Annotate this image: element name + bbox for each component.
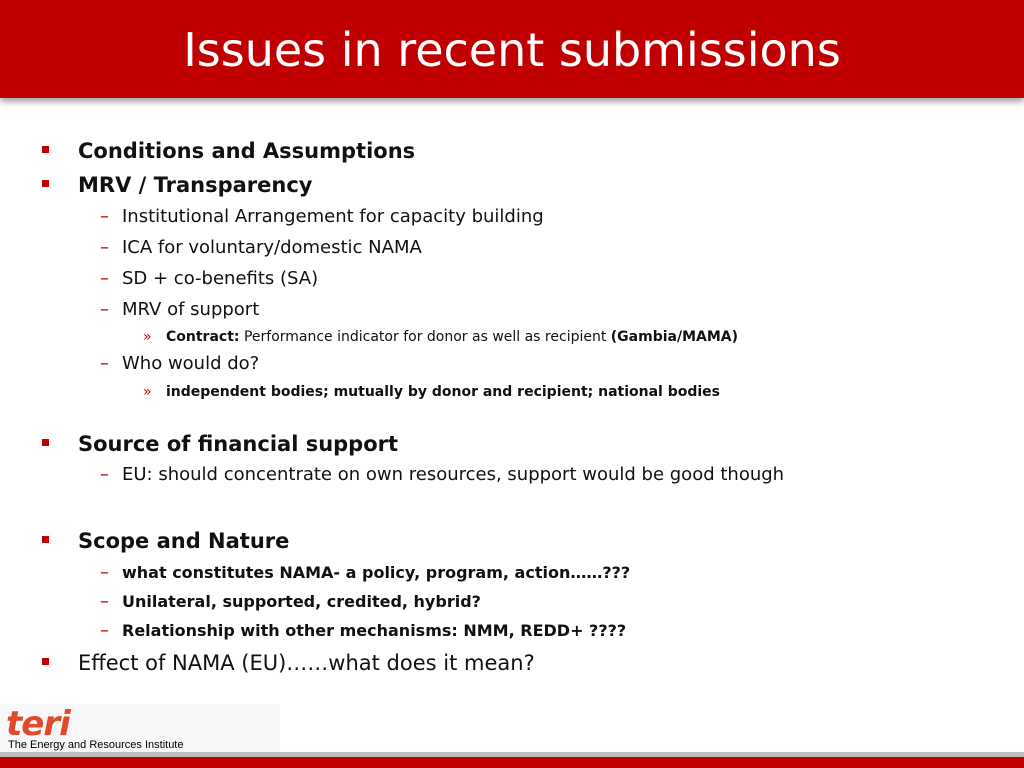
dash-bullet-icon: – (100, 299, 109, 320)
contract-text: Performance indicator for donor as well as recipient (239, 329, 611, 345)
square-bullet-icon (42, 536, 49, 543)
raquo-bullet-icon: » (143, 384, 152, 400)
subsub-contract (166, 328, 738, 346)
bullet-effect: Effect of NAMA (EU)……what does it mean? (78, 651, 535, 675)
sub-mrv-support: MRV of support (122, 299, 260, 320)
bullet-financial: Source of financial support (78, 432, 399, 456)
subsub-bodies: independent bodies; mutually by donor and recipient; national bodies (166, 384, 721, 400)
sub-eu: EU: should concentrate on own resources, support would be good though (122, 464, 785, 485)
dash-bullet-icon: – (100, 237, 109, 258)
dash-bullet-icon: – (100, 206, 109, 227)
contract-tail: (Gambia/MAMA) (610, 329, 739, 345)
dash-bullet-icon: – (100, 464, 109, 485)
square-bullet-icon (42, 658, 49, 665)
sub-what-constitutes: what constitutes NAMA- a policy, program, action……??? (122, 563, 631, 582)
sub-who: Who would do? (122, 353, 260, 374)
sub-relationship: Relationship with other mechanisms: NMM, REDD+ ???? (122, 621, 627, 640)
square-bullet-icon (42, 439, 49, 446)
bullet-mrv: MRV / Transparency (78, 173, 313, 197)
dash-bullet-icon: – (100, 562, 109, 583)
contract-label: Contract: (166, 329, 240, 345)
teri-logo (0, 704, 280, 752)
footer-bar (0, 757, 1024, 768)
sub-unilateral: Unilateral, supported, credited, hybrid? (122, 592, 481, 611)
square-bullet-icon (42, 146, 49, 153)
dash-bullet-icon: – (100, 268, 109, 289)
bullet-conditions: Conditions and Assumptions (78, 139, 416, 163)
dash-bullet-icon: – (100, 353, 109, 374)
sub-sd: SD + co-benefits (SA) (122, 268, 319, 289)
logo-wordmark: teri (6, 704, 70, 744)
slide-title: Issues in recent submissions (183, 23, 841, 77)
sub-ica: ICA for voluntary/domestic NAMA (122, 237, 422, 258)
sub-institutional: Institutional Arrangement for capacity building (122, 206, 544, 227)
square-bullet-icon (42, 180, 49, 187)
dash-bullet-icon: – (100, 591, 109, 612)
bullet-scope: Scope and Nature (78, 529, 290, 553)
raquo-bullet-icon: » (143, 329, 152, 345)
logo-subtitle: The Energy and Resources Institute (8, 739, 184, 751)
dash-bullet-icon: – (100, 620, 109, 641)
